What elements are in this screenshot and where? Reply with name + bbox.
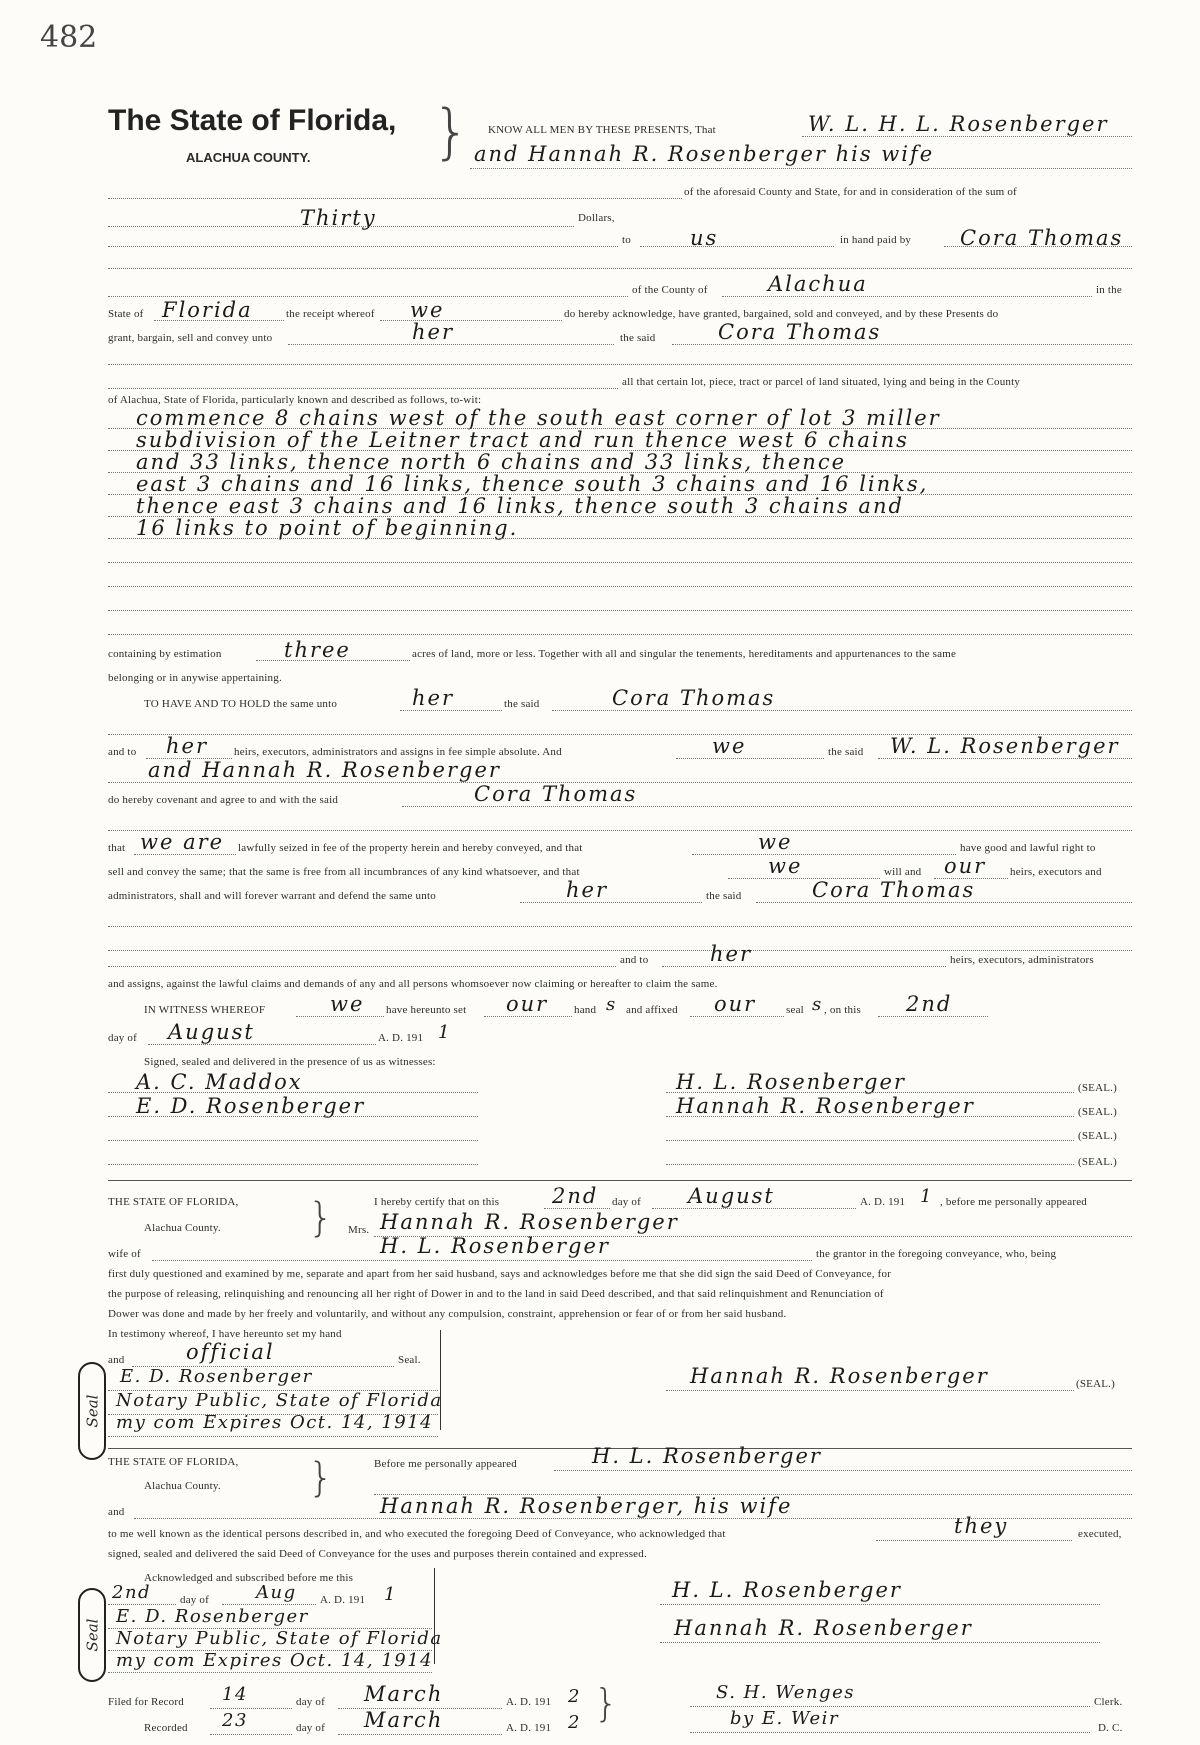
- county-rule: [722, 296, 1092, 297]
- cert2-state: THE STATE OF FLORIDA,: [108, 1456, 239, 1468]
- and-assigns-text: and assigns, against the lawful claims and demands of any and all persons whomsoever now claiming or hereafter to claim the same.: [108, 978, 718, 990]
- cert1-testimony: In testimony whereof, I have hereunto set my hand: [108, 1328, 342, 1340]
- month-rule: [148, 1044, 376, 1045]
- cert1-signature-rule: [666, 1390, 1074, 1391]
- seal-label-1: (SEAL.): [1078, 1082, 1117, 1094]
- description-rule-10: [108, 634, 1132, 635]
- cert1-seal: Seal.: [398, 1354, 421, 1366]
- seal-label-2: (SEAL.): [1078, 1106, 1117, 1118]
- seal-label: seal: [786, 1004, 804, 1016]
- signed-text: Signed, sealed and delivered in the presence of us as witnesses:: [144, 1056, 436, 1068]
- recorded-day-rule: [210, 1734, 292, 1735]
- said-grantors-rule: [878, 758, 1132, 759]
- will-and-label: will and: [884, 866, 922, 878]
- filed-day-rule: [210, 1708, 292, 1709]
- the-said-label: the said: [620, 332, 656, 344]
- covenant-rule: [402, 806, 1132, 807]
- cert1-day-value: 2nd: [552, 1184, 599, 1208]
- defend-said-rule: [756, 902, 1132, 903]
- blank-line-3: [108, 364, 1132, 365]
- grantee-value: Cora Thomas: [960, 226, 1124, 250]
- cert2-notary-1: E. D. Rosenberger: [116, 1606, 309, 1627]
- cert2-signature-1: H. L. Rosenberger: [672, 1578, 902, 1602]
- witness-4-rule: [108, 1164, 478, 1165]
- cert1-county: Alachua County.: [144, 1222, 221, 1234]
- set-rule: [484, 1016, 572, 1017]
- cert2-signed: signed, sealed and delivered the said Deed of Conveyance for the uses and purposes therein contained and expressed.: [108, 1548, 647, 1560]
- cert1-wife-value: H. L. Rosenberger: [380, 1234, 610, 1258]
- description-rule-8: [108, 586, 1132, 587]
- cert1-wife-rule: [152, 1260, 812, 1261]
- defend-rule: [520, 902, 702, 903]
- defend-value: her: [566, 878, 608, 902]
- in-witness-label: IN WITNESS WHEREOF: [144, 1004, 266, 1016]
- have-said-rule: [552, 710, 1132, 711]
- to-have-rule: [400, 710, 502, 711]
- page-number: 482: [40, 20, 98, 55]
- grantee-rule: [944, 246, 1132, 247]
- cert2-day-rule: [108, 1604, 176, 1605]
- signature-1: H. L. Rosenberger: [676, 1070, 906, 1094]
- that-rule: [134, 854, 236, 855]
- seal-label-4: (SEAL.): [1078, 1156, 1117, 1168]
- description-rule-7: [108, 562, 1132, 563]
- cert2-county: Alachua County.: [144, 1480, 221, 1492]
- and-to-2-lead-rule: [108, 966, 616, 967]
- cert2-appeared-rule: [554, 1470, 1132, 1471]
- and-to-label: and to: [108, 746, 137, 758]
- in-witness-rule: [296, 1016, 384, 1017]
- cert1-notary-2: Notary Public, State of Florida: [116, 1390, 443, 1411]
- affixed-rule: [690, 1016, 784, 1017]
- and-to-2-label: and to: [620, 954, 649, 966]
- signature-3-rule: [666, 1140, 1074, 1141]
- acres-rule: [256, 660, 410, 661]
- hand-label: hand: [574, 1004, 597, 1016]
- day-value: 2nd: [906, 992, 953, 1016]
- recorded-day: 23: [222, 1710, 248, 1731]
- description-line-5: thence east 3 chains and 16 links, thence south 3 chains and: [136, 494, 904, 518]
- all-that-text: all that certain lot, piece, tract or parcel of land situated, lying and being in the County: [622, 376, 1021, 388]
- state-rule: [154, 320, 284, 321]
- belonging-text: belonging or in anywise appertaining.: [108, 672, 282, 684]
- cert1-day-rule: [544, 1208, 610, 1209]
- description-line-4: east 3 chains and 16 links, thence south 3 chains and 16 links,: [136, 472, 929, 496]
- cert2-notary-2: Notary Public, State of Florida: [116, 1628, 443, 1649]
- heirs-text: heirs, executors, administrators and assigns in fee simple absolute. And: [234, 746, 562, 758]
- grant-label: grant, bargain, sell and convey unto: [108, 332, 273, 344]
- dc-label: D. C.: [1098, 1722, 1123, 1734]
- on-this-label: , on this: [824, 1004, 861, 1016]
- day-rule: [878, 1016, 988, 1017]
- cert2-seal-stamp: Seal: [78, 1588, 106, 1682]
- to-rule: [640, 246, 834, 247]
- cert2-month-value: Aug: [256, 1582, 297, 1603]
- set-value: our: [506, 992, 549, 1016]
- cert1-seal-stamp: Seal: [78, 1362, 106, 1460]
- cert1-body-3: Dower was done and made by her freely and voluntarily, and without any compulsion, constraint, apprehension or fear of or from her said husband.: [108, 1308, 787, 1320]
- cert2-notary-bracket: [434, 1568, 435, 1664]
- cert1-and: and: [108, 1354, 125, 1366]
- the-said-2: the said: [504, 698, 540, 710]
- containing-label: containing by estimation: [108, 648, 222, 660]
- dc-value: by E. Weir: [730, 1708, 840, 1729]
- cert1-body-1: first duly questioned and examined by me, separate and apart from her said husband, says and acknowledges before me that she did sign the said Deed of Conveyance, for: [108, 1268, 892, 1280]
- to-have-label: TO HAVE AND TO HOLD the same unto: [144, 698, 338, 710]
- heirs-3-text: heirs, executors, administrators: [950, 954, 1094, 966]
- cert1-before-me: , before me personally appeared: [940, 1196, 1087, 1208]
- and-we-rule: [676, 758, 824, 759]
- the-said-4: the said: [706, 890, 742, 902]
- receipt-label: the receipt whereof: [286, 308, 375, 320]
- cert1-certify: I hereby certify that on this: [374, 1196, 500, 1208]
- cert2-signature-2-rule: [660, 1642, 1100, 1643]
- witness-2: E. D. Rosenberger: [136, 1094, 366, 1118]
- dc-rule: [690, 1732, 1090, 1733]
- cert1-signature: Hannah R. Rosenberger: [690, 1364, 989, 1388]
- lawfully-rule: [692, 854, 956, 855]
- cert1-wife-of: wife of: [108, 1248, 141, 1260]
- cert1-mrs-value: Hannah R. Rosenberger: [380, 1210, 679, 1234]
- cert2-ack: Acknowledged and subscribed before me this: [144, 1572, 354, 1584]
- cert2-day-of: day of: [180, 1594, 209, 1606]
- that-label: that: [108, 842, 126, 854]
- signature-2-rule: [666, 1116, 1074, 1117]
- cert2-ad: A. D. 191: [320, 1594, 366, 1606]
- header-brace: }: [432, 97, 471, 167]
- cert1-notary-3-rule: [108, 1436, 438, 1437]
- in-the-label: in the: [1096, 284, 1122, 296]
- the-said-3: the said: [828, 746, 864, 758]
- filed-day-of: day of: [296, 1696, 325, 1708]
- that-value: we are: [140, 830, 225, 854]
- grantor-line-1: W. L. H. L. Rosenberger: [808, 112, 1109, 136]
- cert1-body-2: the purpose of releasing, relinquishing and renouncing all her right of Dower in and to the land in said Deed described, and that said relinquishment and Renunciation of: [108, 1288, 884, 1300]
- cert1-mrs: Mrs.: [348, 1224, 370, 1236]
- cert2-day-value: 2nd: [112, 1582, 152, 1603]
- cert1-notary-1: E. D. Rosenberger: [120, 1366, 313, 1387]
- will-value: our: [944, 854, 987, 878]
- affixed-value: our: [714, 992, 757, 1016]
- state-title: The State of Florida,: [108, 104, 397, 137]
- said-grantors-value: W. L. Rosenberger: [890, 734, 1120, 758]
- covenant-value: Cora Thomas: [474, 782, 638, 806]
- county-label: ALACHUA COUNTY.: [186, 150, 311, 165]
- blank-line-4: [108, 388, 618, 389]
- cert1-brace: }: [308, 1195, 334, 1241]
- signature-2: Hannah R. Rosenberger: [676, 1094, 975, 1118]
- recorded-month-rule: [338, 1734, 502, 1735]
- cert1-seal-label: (SEAL.): [1076, 1378, 1115, 1390]
- in-witness-value: we: [330, 992, 365, 1016]
- sell-convey-text: sell and convey the same; that the same is free from all incumbrances of any kind whatsoever, and that: [108, 866, 580, 878]
- of-county-label: of the County of: [632, 284, 708, 296]
- receipt-value: we: [410, 298, 445, 322]
- signature-4-rule: [666, 1164, 1074, 1165]
- cert2-signature-2: Hannah R. Rosenberger: [674, 1616, 973, 1640]
- set-label: have hereunto set: [386, 1004, 467, 1016]
- hand-value: s: [606, 994, 617, 1015]
- cert1-notary-3: my com Expires Oct. 14, 1914: [116, 1412, 434, 1433]
- grantor-line-2: and Hannah R. Rosenberger his wife: [474, 142, 935, 166]
- cert1-month-rule: [652, 1208, 856, 1209]
- sell-value: we: [768, 854, 803, 878]
- description-line-6: 16 links to point of beginning.: [136, 516, 519, 540]
- and-we-value: we: [712, 734, 747, 758]
- amount-rule: [108, 226, 574, 227]
- cert2-appeared-value: H. L. Rosenberger: [592, 1444, 822, 1468]
- grant-rule: [288, 344, 614, 345]
- cert1-grantor: the grantor in the foregoing conveyance, who, being: [816, 1248, 1057, 1260]
- cert2-year-value: 1: [384, 1584, 397, 1605]
- cert2-executed: executed,: [1078, 1528, 1122, 1540]
- filed-month: March: [364, 1682, 444, 1706]
- year-value: 1: [438, 1022, 451, 1043]
- description-line-3: and 33 links, thence north 6 chains and 33 links, thence: [136, 450, 847, 474]
- cert2-and: and: [108, 1506, 125, 1518]
- seal-value: s: [812, 994, 823, 1015]
- heirs-2-text: heirs, executors and: [1010, 866, 1102, 878]
- cert2-known: to me well known as the identical persons described in, and who executed the foregoing Deed of Conveyance, who acknowledged that: [108, 1528, 726, 1540]
- witness-1: A. C. Maddox: [136, 1070, 303, 1094]
- recorded-month: March: [364, 1708, 444, 1732]
- blank-line-8: [108, 950, 1132, 951]
- receipt-rule: [380, 320, 562, 321]
- cert2-known-rule: [876, 1540, 1072, 1541]
- recorded-day-of: day of: [296, 1722, 325, 1734]
- cert2-brace: }: [308, 1455, 334, 1501]
- aforesaid-text: of the aforesaid County and State, for and in consideration of the sum of: [684, 186, 1017, 198]
- grantor-line-1-rule: [802, 136, 1132, 137]
- to-have-value: her: [412, 686, 454, 710]
- state-of-label: State of: [108, 308, 144, 320]
- clerk-value: S. H. Wenges: [716, 1682, 855, 1703]
- filed-year: 2: [568, 1686, 581, 1707]
- said-rule: [672, 344, 1132, 345]
- blank-line-7: [108, 926, 1132, 927]
- blank-line-6: [108, 830, 1132, 831]
- have-said-value: Cora Thomas: [612, 686, 776, 710]
- and-to-2-value: her: [710, 942, 752, 966]
- cert2-signature-1-rule: [660, 1604, 1100, 1605]
- consideration-amount: Thirty: [300, 206, 377, 230]
- county-value: Alachua: [768, 272, 868, 296]
- grant-value: her: [412, 320, 454, 344]
- and-to-2-rule: [662, 966, 946, 967]
- day-of-label: day of: [108, 1032, 137, 1044]
- said-value: Cora Thomas: [718, 320, 882, 344]
- witness-2-rule: [108, 1116, 478, 1117]
- cert2-and-value: Hannah R. Rosenberger, his wife: [380, 1494, 793, 1518]
- description-rule-6: [108, 538, 1132, 539]
- signature-1-rule: [666, 1092, 1074, 1093]
- affixed-label: and affixed: [626, 1004, 678, 1016]
- covenant-text: do hereby covenant and agree to and with the said: [108, 794, 339, 806]
- of-alachua-text: of Alachua, State of Florida, particularly known and described as follows, to-wit:: [108, 394, 482, 406]
- cert2-before-me: Before me personally appeared: [374, 1458, 517, 1470]
- cert1-notary-bracket: [440, 1330, 441, 1430]
- dollars-label: Dollars,: [578, 212, 615, 224]
- to-value: us: [690, 226, 719, 250]
- filed-day: 14: [222, 1684, 248, 1705]
- acknowledge-text: do hereby acknowledge, have granted, bargained, sold and conveyed, and by these Presents do: [564, 308, 999, 320]
- good-right-text: have good and lawful right to: [960, 842, 1096, 854]
- cert2-known-value: they: [954, 1514, 1009, 1538]
- dollars-rule: [108, 246, 618, 247]
- seal-label-3: (SEAL.): [1078, 1130, 1117, 1142]
- filing-brace: }: [594, 1681, 619, 1725]
- section-divider-1: [108, 1180, 1132, 1181]
- acres-text: acres of land, more or less. Together with all and singular the tenements, hereditaments and appurtenances to the same: [412, 648, 957, 660]
- description-line-1: commence 8 chains west of the south east corner of lot 3 miller: [136, 406, 941, 430]
- witness-3-rule: [108, 1140, 478, 1141]
- cert2-notary-3: my com Expires Oct. 14, 1914: [116, 1650, 434, 1671]
- description-rule-9: [108, 610, 1132, 611]
- witness-1-rule: [108, 1092, 478, 1093]
- administrators-text: administrators, shall and will forever warrant and defend the same unto: [108, 890, 436, 902]
- filed-label: Filed for Record: [108, 1696, 184, 1708]
- cert1-year-value: 1: [920, 1186, 933, 1207]
- said-grantors-line-2: and Hannah R. Rosenberger: [148, 758, 501, 782]
- clerk-label: Clerk.: [1094, 1696, 1123, 1708]
- recorded-label: Recorded: [144, 1722, 188, 1734]
- state-value: Florida: [162, 298, 253, 322]
- defend-said-value: Cora Thomas: [812, 878, 976, 902]
- in-hand-paid-label: in hand paid by: [840, 234, 912, 246]
- cert1-day-of: day of: [612, 1196, 641, 1208]
- lawfully-value: we: [758, 830, 793, 854]
- blank-line: [108, 198, 682, 199]
- cert1-state: THE STATE OF FLORIDA,: [108, 1196, 239, 1208]
- county-lead-rule: [108, 296, 628, 297]
- cert2-notary-3-rule: [108, 1672, 432, 1673]
- recorded-ad: A. D. 191: [506, 1722, 552, 1734]
- cert1-month-value: August: [688, 1184, 775, 1208]
- cert1-official-value: official: [186, 1340, 275, 1364]
- blank-line-2: [108, 268, 1132, 269]
- cert2-month-rule: [222, 1604, 316, 1605]
- filed-ad: A. D. 191: [506, 1696, 552, 1708]
- ad-label: A. D. 191: [378, 1032, 424, 1044]
- grantor-line-2-rule: [470, 168, 1132, 169]
- and-to-value: her: [166, 734, 208, 758]
- description-line-2: subdivision of the Leitner tract and run thence west 6 chains: [136, 428, 909, 452]
- know-all-text: KNOW ALL MEN BY THESE PRESENTS, That: [488, 124, 716, 136]
- lawfully-text: lawfully seized in fee of the property herein and hereby conveyed, and that: [238, 842, 583, 854]
- acres-value: three: [284, 638, 351, 662]
- to-label: to: [622, 234, 631, 246]
- recorded-year: 2: [568, 1712, 581, 1733]
- cert1-ad: A. D. 191: [860, 1196, 906, 1208]
- month-value: August: [168, 1020, 255, 1044]
- clerk-rule: [690, 1706, 1090, 1707]
